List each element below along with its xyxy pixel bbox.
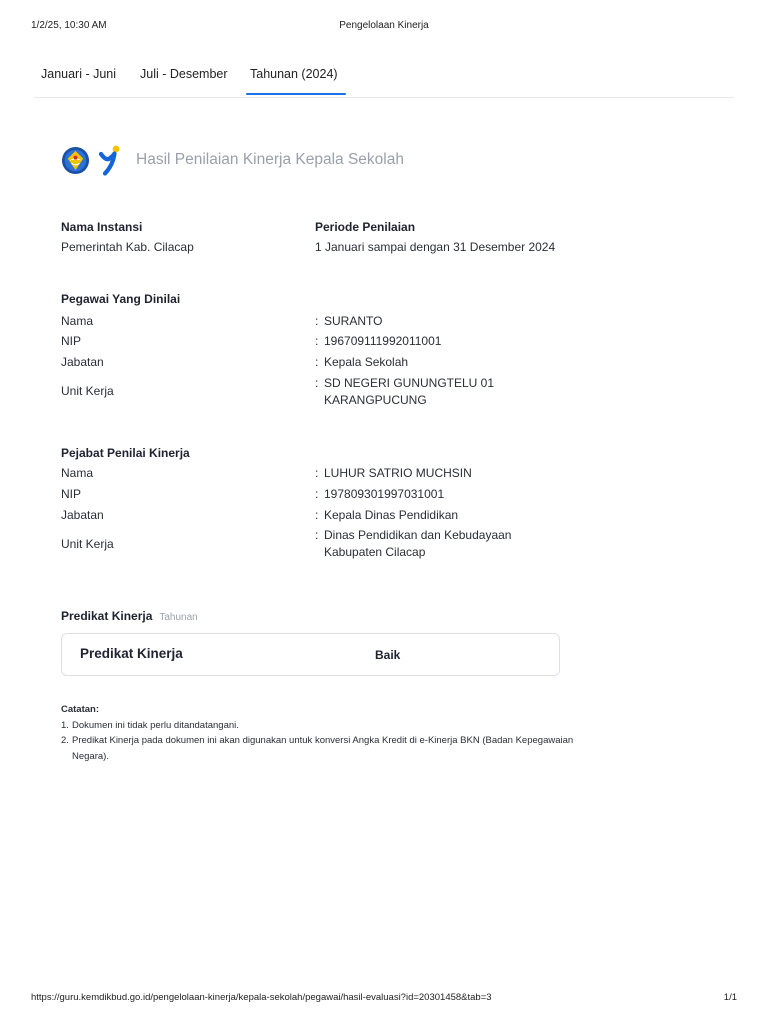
period-tabs — [34, 56, 734, 98]
note-text: Dokumen ini tidak perlu ditandatangani. — [72, 719, 239, 731]
instansi-value: Pemerintah Kab. Cilacap — [61, 240, 194, 254]
note-item — [61, 718, 581, 734]
active-tab-indicator — [246, 93, 346, 95]
pegawai-jabatan-value: Kepala Sekolah — [324, 355, 409, 369]
separator: : — [315, 466, 319, 480]
predikat-period-label: Tahunan — [159, 612, 198, 623]
tab-juli-desember[interactable]: Juli - Desember — [140, 67, 228, 81]
pejabat-section-title: Pejabat Penilai Kinerja — [61, 446, 190, 460]
note-number: 1. — [61, 719, 69, 731]
periode-heading: Periode Penilaian — [315, 220, 416, 234]
pejabat-nip-value: 197809301997031001 — [324, 487, 445, 501]
pegawai-section-title: Pegawai Yang Dinilai — [61, 292, 181, 306]
pejabat-unit-kerja-label: Unit Kerja — [61, 537, 114, 551]
separator: : — [315, 355, 319, 369]
predikat-card — [61, 633, 560, 676]
pegawai-nama-value: SURANTO — [324, 314, 383, 328]
pegawai-jabatan-label: Jabatan — [61, 355, 104, 369]
pejabat-jabatan-label: Jabatan — [61, 508, 104, 522]
pejabat-jabatan-value: Kepala Dinas Pendidikan — [324, 508, 459, 522]
report-title: Hasil Penilaian Kinerja Kepala Sekolah — [136, 151, 404, 168]
print-datetime: 1/2/25, 10:30 AM — [31, 20, 107, 31]
merdeka-mengajar-logo-icon — [95, 144, 123, 176]
pejabat-unit-kerja-value: Dinas Pendidikan dan Kebudayaan Kabupaten Cilacap — [324, 528, 512, 559]
note-text: Predikat Kinerja pada dokumen ini akan digunakan untuk konversi Angka Kredit di e-Kinerja BKN (Badan Kepegawaian Negara). — [72, 735, 574, 762]
pejabat-nama-value: LUHUR SATRIO MUCHSIN — [324, 466, 472, 480]
predikat-card-label: Predikat Kinerja — [80, 646, 183, 661]
pejabat-nama-label: Nama — [61, 466, 94, 480]
pejabat-nip-label: NIP — [61, 487, 82, 501]
instansi-heading: Nama Instansi — [61, 220, 143, 234]
note-item — [61, 733, 581, 764]
tab-januari-juni[interactable]: Januari - Juni — [41, 67, 117, 81]
pegawai-nip-label: NIP — [61, 334, 82, 348]
pegawai-unit-kerja-label: Unit Kerja — [61, 384, 114, 398]
tut-wuri-handayani-emblem-icon — [61, 146, 90, 175]
page-url: https://guru.kemdikbud.go.id/pengelolaan-kinerja/kepala-sekolah/pegawai/hasil-evaluasi?id=20301458&tab=3 — [31, 992, 492, 1003]
separator: : — [315, 334, 319, 348]
print-header — [31, 20, 737, 34]
notes-title: Catatan: — [61, 704, 100, 715]
predikat-title-row — [61, 607, 198, 625]
note-number: 2. — [61, 735, 69, 746]
separator: : — [315, 487, 319, 501]
pegawai-nip-value: 196709111992011001 — [324, 334, 442, 348]
print-page-title: Pengelolaan Kinerja — [339, 20, 429, 31]
print-footer — [31, 992, 737, 1006]
predikat-title: Predikat Kinerja — [61, 609, 153, 623]
pegawai-nama-label: Nama — [61, 314, 94, 328]
separator: : — [315, 314, 319, 328]
separator: : — [315, 528, 319, 542]
pegawai-unit-kerja-value: SD NEGERI GUNUNGTELU 01 KARANGPUCUNG — [324, 376, 495, 407]
periode-value: 1 Januari sampai dengan 31 Desember 2024 — [315, 240, 556, 254]
page-number: 1/1 — [723, 992, 737, 1003]
tab-tahunan[interactable]: Tahunan (2024) — [250, 67, 338, 81]
separator: : — [315, 376, 319, 390]
notes — [61, 702, 581, 764]
predikat-card-value: Baik — [375, 648, 401, 662]
separator: : — [315, 508, 319, 522]
